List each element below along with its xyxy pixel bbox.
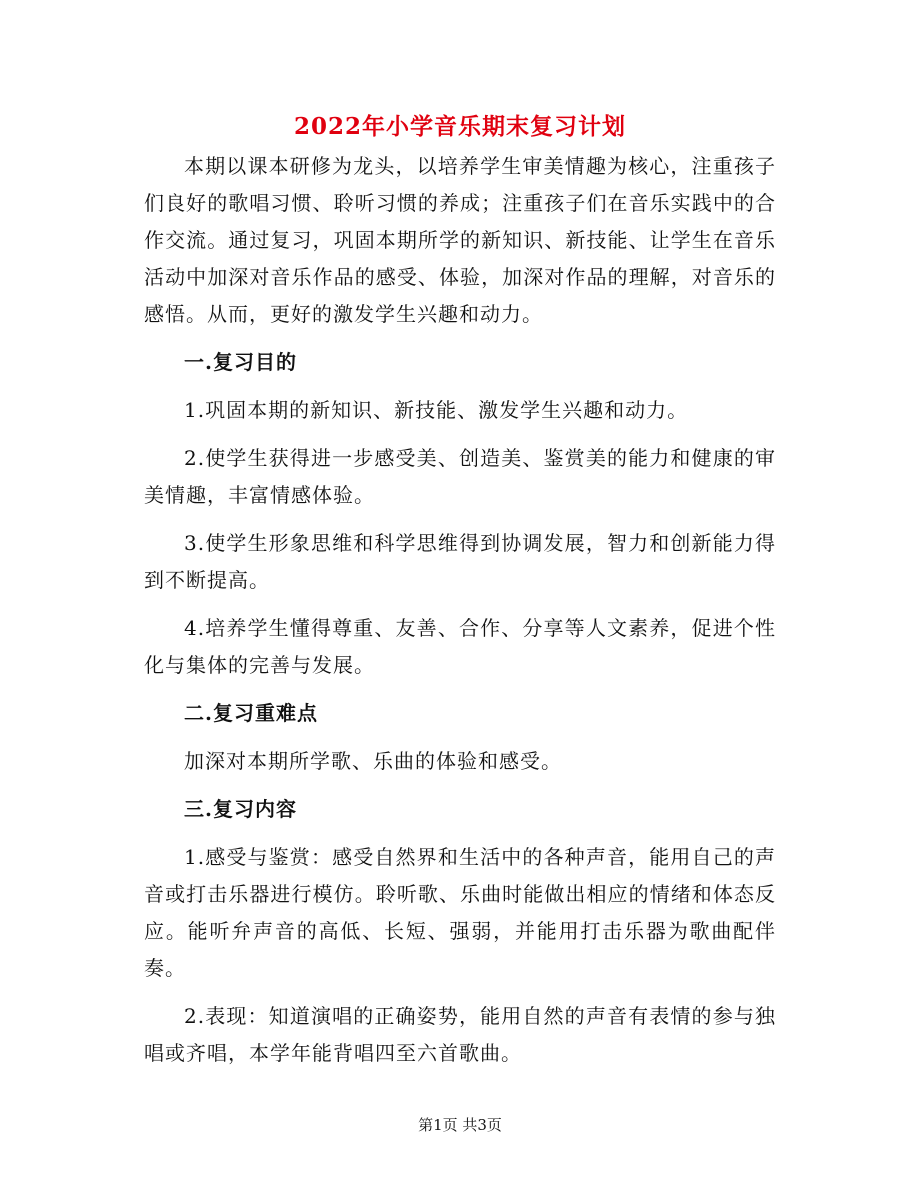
section-heading-content: 三.复习内容 xyxy=(184,797,297,821)
key-points-text: 加深对本期所学歌、乐曲的体验和感受。 xyxy=(184,749,562,773)
document-body xyxy=(144,148,776,1072)
content-item-2: 2.表现：知道演唱的正确姿势，能用自然的声音有表情的参与独唱或齐唱，本学年能背唱四至六首歌曲。 xyxy=(144,1004,776,1065)
document-title: 2022年小学音乐期末复习计划 xyxy=(293,113,626,140)
objective-item-2: 2.使学生获得进一步感受美、创造美、鉴赏美的能力和健康的审美情趣，丰富情感体验。 xyxy=(144,446,776,507)
objective-item-3: 3.使学生形象思维和科学思维得到协调发展，智力和创新能力得到不断提高。 xyxy=(144,531,776,592)
section-heading-key-points: 二.复习重难点 xyxy=(184,701,318,725)
content-item-1: 1.感受与鉴赏：感受自然界和生活中的各种声音，能用自己的声音或打击乐器进行模仿。聆听歌、乐曲时能做出相应的情绪和体态反应。能听弁声音的高低、长短、强弱，并能用打击乐器为歌曲配伴奏。 xyxy=(144,845,776,980)
page-number: 第1页 共3页 xyxy=(418,1116,502,1134)
objective-item-1: 1.巩固本期的新知识、新技能、激发学生兴趣和动力。 xyxy=(184,398,689,422)
intro-paragraph: 本期以课本研修为龙头，以培养学生审美情趣为核心，注重孩子们良好的歌唱习惯、聆听习惯的养成；注重孩子们在音乐实践中的合作交流。通过复习，巩固本期所学的新知识、新技能、让学生在音乐活动中加深对音乐作品的感受、体验，加深对作品的理解，对音乐的感悟。从而，更好的激发学生兴趣和动力。 xyxy=(144,154,776,326)
objective-item-4: 4.培养学生懂得尊重、友善、合作、分享等人文素养，促进个性化与集体的完善与发展。 xyxy=(144,616,776,677)
section-heading-objectives: 一.复习目的 xyxy=(184,350,297,374)
